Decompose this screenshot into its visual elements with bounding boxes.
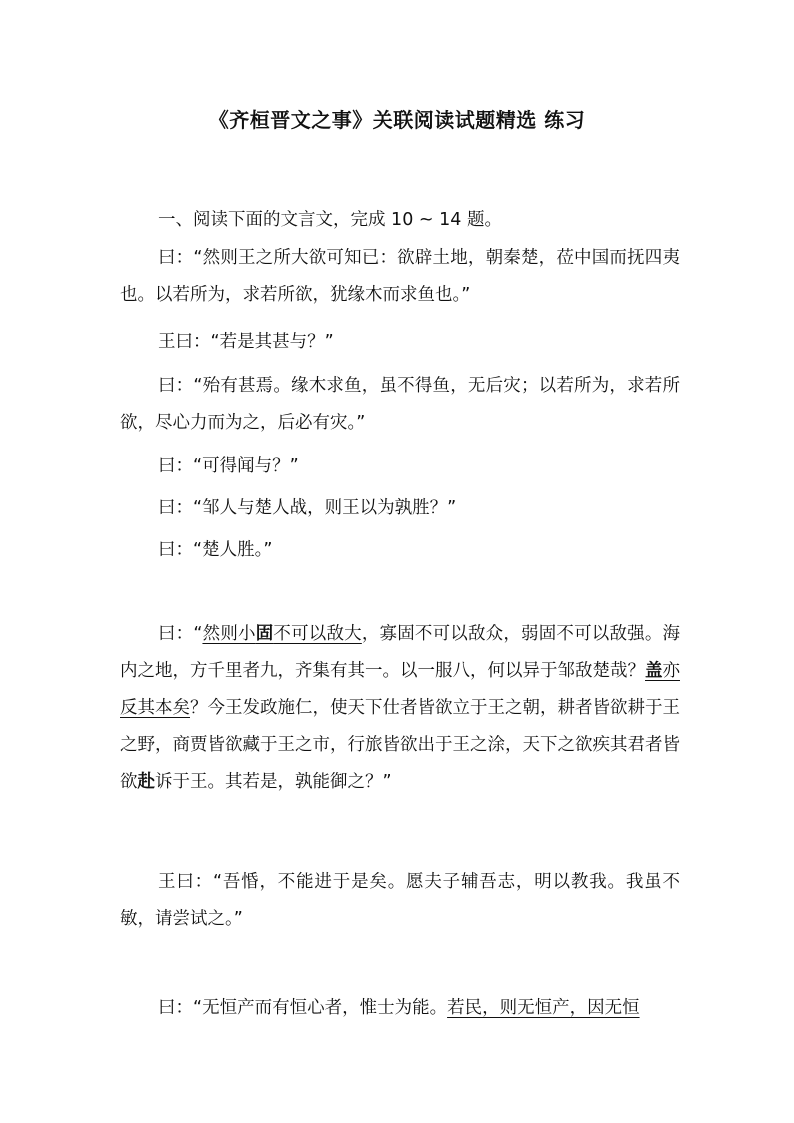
paragraph-dialogue: 曰：“邹人与楚人战，则王以为孰胜？” — [158, 498, 457, 518]
paragraph-dialogue: 曰：“可得闻与？” — [158, 456, 299, 476]
bold-character: 固 — [255, 624, 274, 644]
underlined-phrase: 若民，则无恒产，因无恒 — [447, 998, 640, 1018]
paragraph-dialogue: 王曰：“若是其甚与？” — [158, 332, 334, 352]
text-segment: 曰：“无恒产而有恒心者，惟士为能。 — [158, 998, 448, 1018]
paragraph-dialogue: 曰：“殆有甚焉。缘木求鱼，虽不得鱼，无后灾；以若所为，求若所欲，尽心力而为之，后必有灾。” — [120, 376, 680, 433]
bold-character: 盖 — [645, 661, 663, 681]
text-segment: 不可以敌大 — [273, 624, 362, 644]
text-segment: ？今王发政施仁，使天下仕者皆欲立于王之朝，耕者皆欲耕于王之野，商贾皆欲藏于王之市，行旅皆欲出于王之涂，天下之欲疾其君者皆欲 — [120, 698, 680, 792]
text-segment: ，寡固不可以敌众，弱固不可以敌强。海内之地，方千里者九，齐集有其一。以一服八，何以异于邹敌楚哉？ — [120, 624, 681, 681]
text-segment: 然则小 — [202, 624, 256, 644]
text-segment: 诉于王。其若是，孰能御之？” — [155, 772, 392, 792]
paragraph-dialogue-long — [120, 616, 680, 801]
underlined-phrase — [202, 624, 361, 644]
text-segment: 曰：“ — [158, 624, 203, 644]
paragraph-instruction: 一、阅读下面的文言文，完成 10 ~ 14 题。 — [158, 210, 502, 230]
paragraph-dialogue — [120, 990, 680, 1027]
bold-character: 赴 — [137, 772, 155, 792]
paragraph-dialogue: 王曰：“吾惛，不能进于是矣。愿夫子辅吾志，明以教我。我虽不敏，请尝试之。” — [120, 872, 680, 929]
paragraph-dialogue: 曰：“楚人胜。” — [158, 540, 273, 560]
paragraph-dialogue: 曰：“然则王之所大欲可知已：欲辟土地，朝秦楚，莅中国而抚四夷也。以若所为，求若所欲，犹缘木而求鱼也。” — [120, 248, 680, 305]
document-title: 《齐桓晋文之事》关联阅读试题精选 练习 — [208, 108, 586, 132]
text-segment: 亦反其本矣 — [120, 661, 680, 718]
